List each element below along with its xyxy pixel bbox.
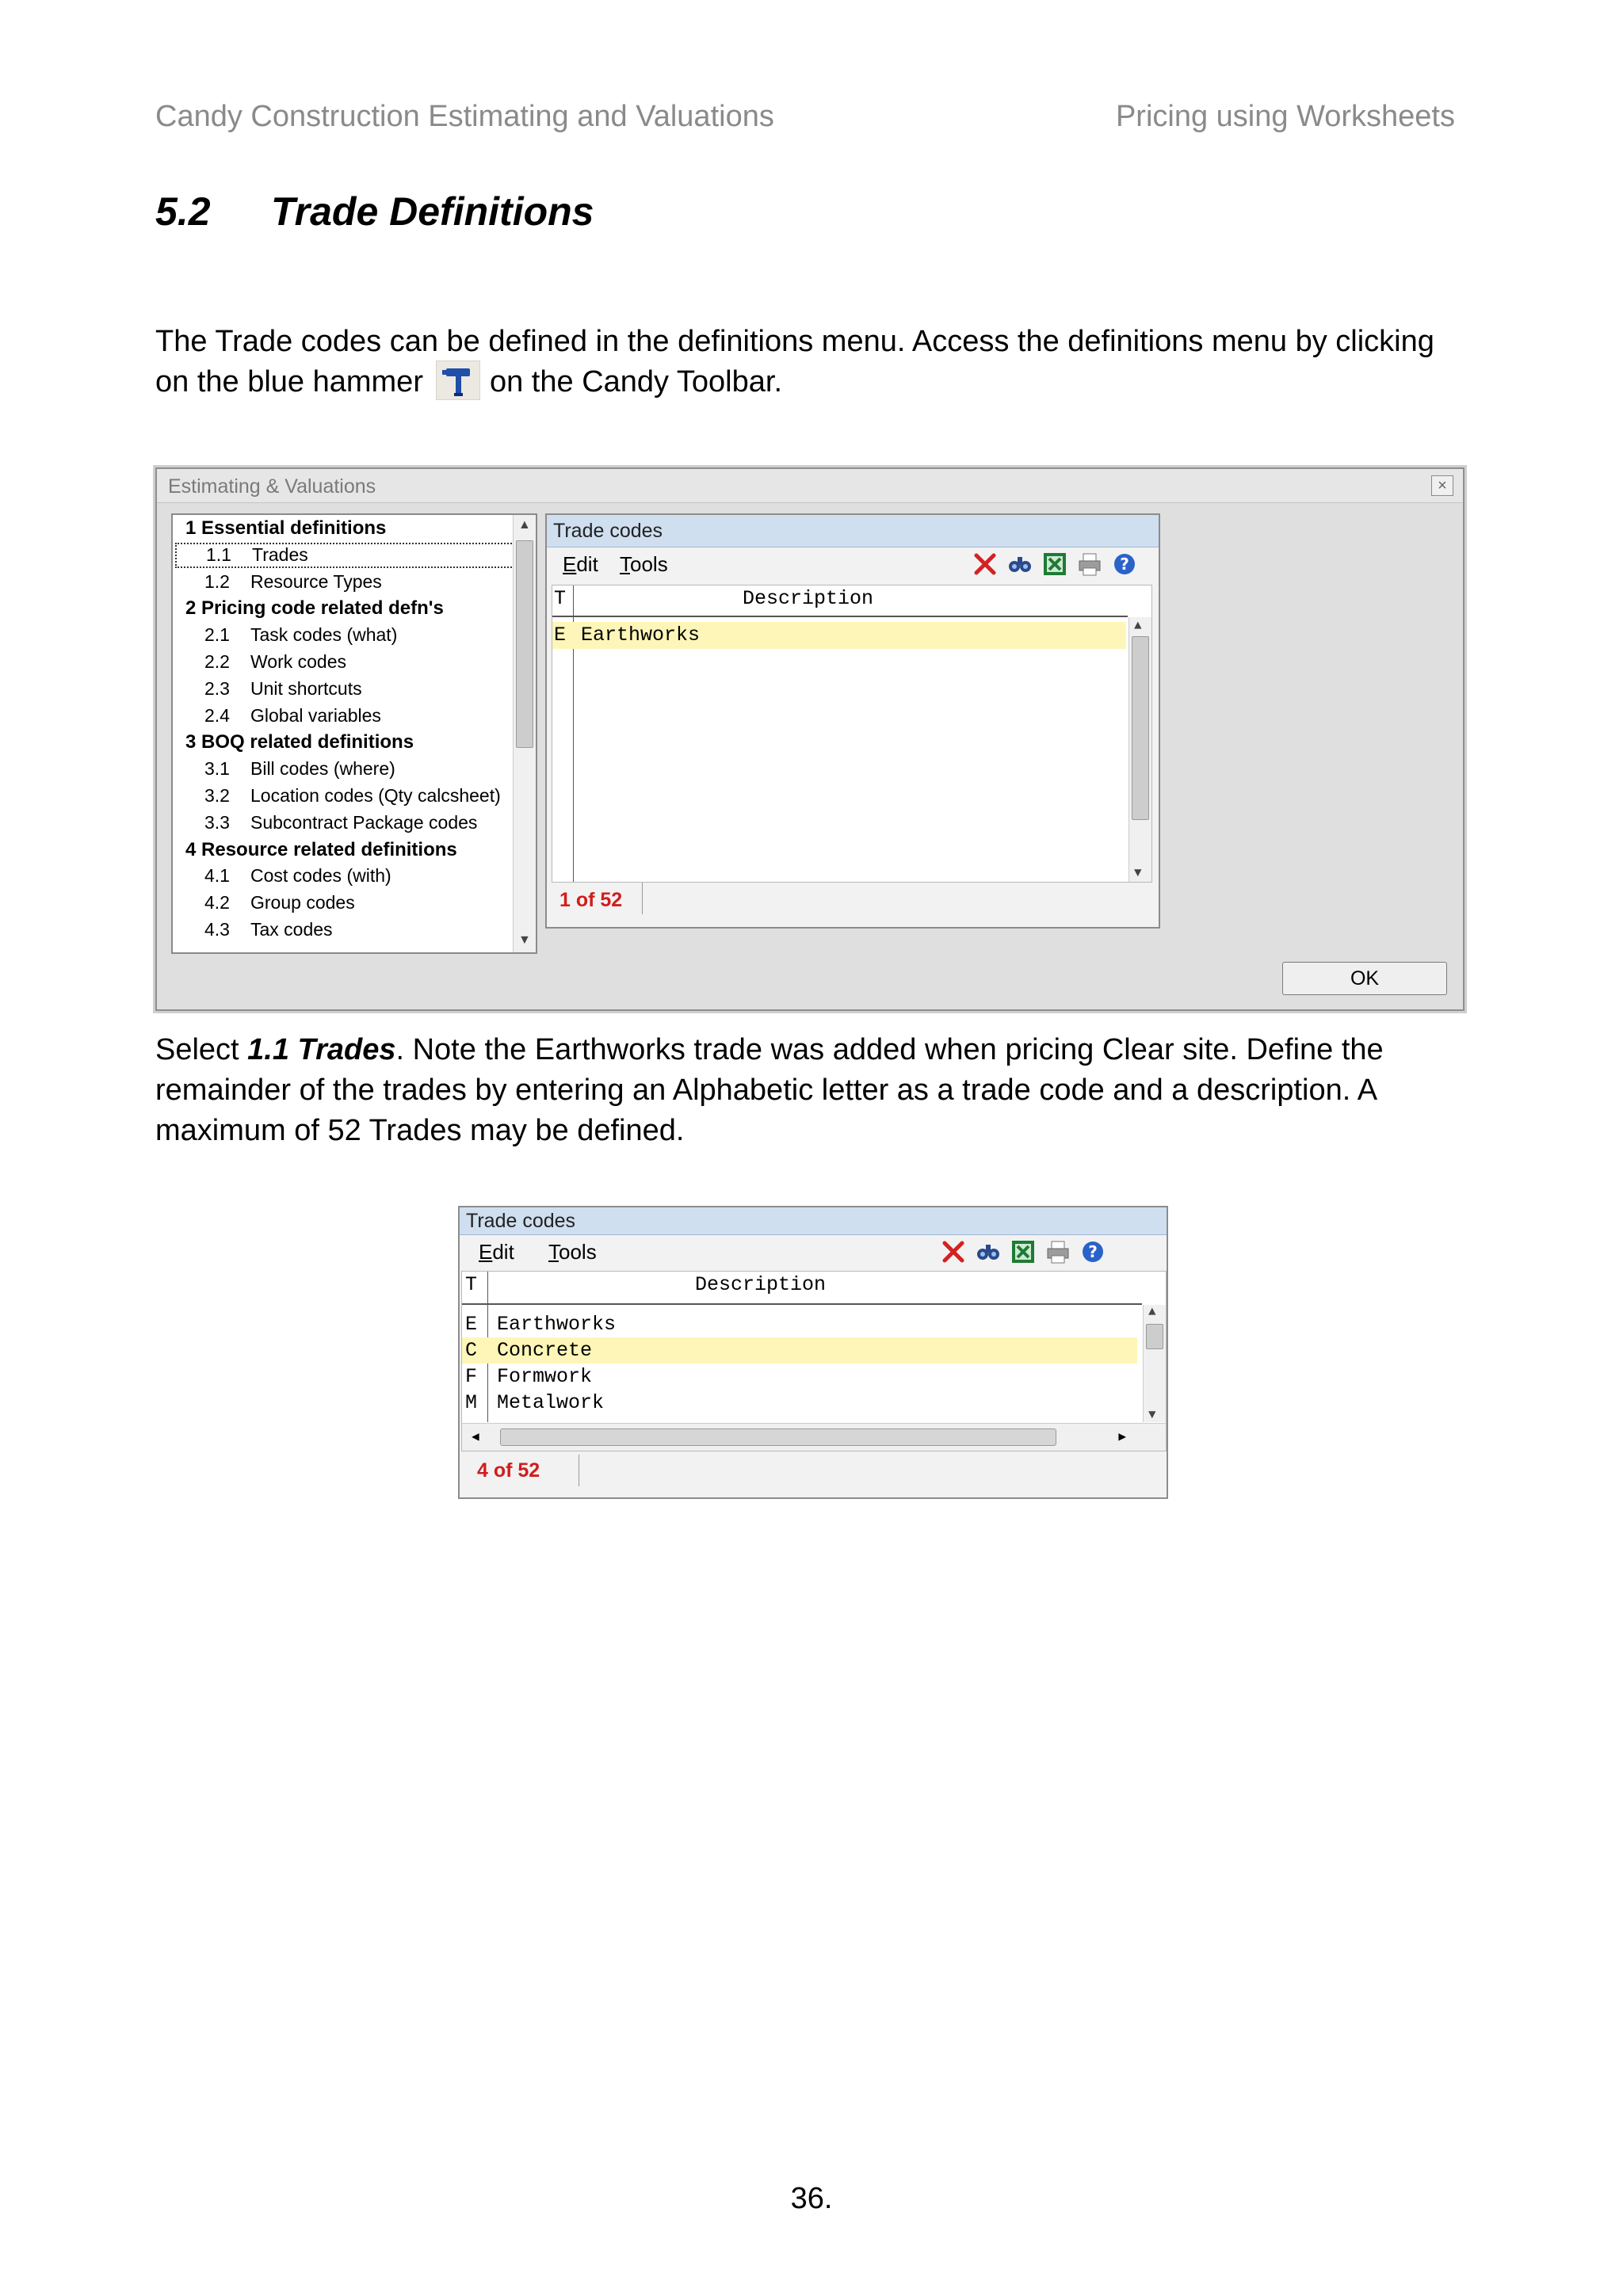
horizontal-scrollbar[interactable] <box>462 1423 1166 1451</box>
trade-description: Formwork <box>497 1365 593 1388</box>
tree-item[interactable] <box>173 756 536 783</box>
scroll-down-icon[interactable]: ▼ <box>1134 866 1142 880</box>
trade-codes-menubar <box>547 547 1159 582</box>
tree-item-number: 2.4 <box>204 704 230 726</box>
help-icon[interactable] <box>1111 551 1138 578</box>
print-icon[interactable] <box>1076 551 1103 578</box>
tree-item-label: Global variables <box>250 704 381 726</box>
help-icon[interactable] <box>1079 1238 1106 1265</box>
grid-scrollbar[interactable] <box>1128 617 1151 882</box>
scroll-left-icon[interactable]: ◀ <box>472 1430 479 1444</box>
trade-codes-panel-2 <box>458 1206 1168 1499</box>
tree-item-label: Trades <box>252 543 308 565</box>
hammer-icon <box>436 360 480 400</box>
tree-item[interactable] <box>173 676 536 703</box>
ok-button[interactable]: OK <box>1282 962 1447 995</box>
tree-item-label: Group codes <box>250 892 355 913</box>
trade-codes-title: Trade codes <box>547 515 1159 547</box>
tree-item[interactable] <box>174 542 521 569</box>
trade-toolbar <box>972 551 1138 578</box>
scroll-up-icon[interactable]: ▲ <box>518 518 531 532</box>
trade-code: C <box>465 1339 478 1362</box>
find-icon[interactable] <box>975 1238 1002 1265</box>
trade-description: Earthworks <box>581 624 701 646</box>
tree-item[interactable] <box>173 863 536 890</box>
scroll-right-icon[interactable]: ▶ <box>1118 1430 1126 1444</box>
grid-scroll-thumb[interactable] <box>1132 636 1149 820</box>
tree-item-number: 2.1 <box>204 624 230 646</box>
tree-item-number: 1.2 <box>204 570 230 592</box>
tree-item-number: 1.1 <box>206 543 231 565</box>
tree-item[interactable] <box>173 890 536 917</box>
tree-item-label: Tax codes <box>250 918 333 940</box>
record-count-2: 4 of 52 <box>477 1459 540 1482</box>
tree-group[interactable]: 1 Essential definitions <box>185 517 387 539</box>
trade-row[interactable] <box>462 1311 1137 1337</box>
tree-item[interactable] <box>173 810 536 837</box>
tree-item[interactable] <box>173 783 536 810</box>
intro-line2-start: on the blue hammer <box>155 365 423 399</box>
trade-code: F <box>465 1365 478 1388</box>
tree-item-number: 2.2 <box>204 650 230 672</box>
menu-edit-2[interactable]: Edit <box>479 1240 514 1264</box>
tree-scrollbar[interactable] <box>513 515 536 952</box>
intro-line2-end: on the Candy Toolbar. <box>489 365 782 399</box>
tree-scroll-thumb[interactable] <box>516 540 533 748</box>
record-count: 1 of 52 <box>559 889 623 911</box>
tree-group[interactable]: 3 BOQ related definitions <box>185 731 414 753</box>
middle-bold: 1.1 Trades <box>247 1033 396 1066</box>
trade-row[interactable] <box>462 1337 1137 1363</box>
dialog-titlebar <box>157 469 1463 503</box>
tree-item[interactable] <box>173 649 536 676</box>
running-header-left: Candy Construction Estimating and Valuations <box>155 100 774 133</box>
tree-group[interactable]: 4 Resource related definitions <box>185 838 457 860</box>
tree-item-number: 3.1 <box>204 758 230 780</box>
middle-text-start: Select <box>155 1033 248 1066</box>
trade-toolbar-2 <box>940 1238 1106 1265</box>
tree-item-number: 4.2 <box>204 892 230 913</box>
menu-tools-2[interactable]: Tools <box>548 1240 597 1264</box>
middle-paragraph <box>155 1030 1471 1151</box>
middle-text-end: . Note the Earthworks trade was added when pricing Clear site. Define the remainder of the trades by entering an Alphabetic letter as a trade code and a description. A maximum of 52 Trades may be defined. <box>155 1033 1384 1147</box>
trade-description: Earthworks <box>497 1313 617 1336</box>
running-header-right: Pricing using Worksheets <box>1115 100 1455 133</box>
trade-code: M <box>465 1391 478 1414</box>
scroll-down-icon[interactable]: ▼ <box>518 933 531 947</box>
column-header-description: Description <box>743 587 874 610</box>
print-icon[interactable] <box>1044 1238 1071 1265</box>
column-header-t: T <box>554 587 567 610</box>
tree-item-label: Resource Types <box>250 570 382 592</box>
section-title: Trade Definitions <box>271 189 594 234</box>
page-number: 36. <box>790 2182 833 2215</box>
trade-codes-menubar-2 <box>460 1235 1167 1270</box>
tree-item-label: Work codes <box>250 650 347 672</box>
trade-codes-panel <box>545 513 1160 929</box>
trade-grid-2 <box>461 1271 1167 1451</box>
svg-text:?: ? <box>1120 555 1129 574</box>
trade-codes-title-2: Trade codes <box>460 1207 1167 1235</box>
dialog-title: Estimating & Valuations <box>168 475 376 498</box>
intro-paragraph <box>155 322 1471 403</box>
tree-item[interactable] <box>173 569 536 596</box>
intro-line1: The Trade codes can be defined in the definitions menu. Access the definitions menu by clicking <box>155 325 1434 358</box>
grid-scrollbar-2[interactable] <box>1143 1305 1166 1422</box>
trade-description: Metalwork <box>497 1391 605 1414</box>
scroll-up-icon[interactable]: ▲ <box>1148 1305 1156 1319</box>
definitions-tree <box>171 513 537 954</box>
column-header-description: Description <box>695 1273 827 1296</box>
tree-item-number: 2.3 <box>204 677 230 699</box>
trade-row[interactable] <box>462 1390 1137 1416</box>
estimating-valuations-dialog <box>155 467 1465 1011</box>
delete-icon[interactable] <box>972 551 999 578</box>
tree-item-number: 3.3 <box>204 811 230 833</box>
column-header-t: T <box>465 1273 478 1296</box>
tree-item-number: 4.3 <box>204 918 230 940</box>
section-heading <box>155 189 594 235</box>
h-scroll-thumb[interactable] <box>500 1428 1056 1446</box>
trade-code: E <box>554 624 567 646</box>
tree-item-label: Unit shortcuts <box>250 677 362 699</box>
tree-item[interactable] <box>173 703 536 730</box>
grid-scroll-thumb-2[interactable] <box>1146 1324 1163 1349</box>
tree-group[interactable]: 2 Pricing code related defn's <box>185 597 444 620</box>
tree-item-label: Task codes (what) <box>250 624 398 646</box>
scroll-down-icon[interactable]: ▼ <box>1148 1408 1156 1422</box>
tree-item-label: Cost codes (with) <box>250 865 391 887</box>
trade-row[interactable] <box>552 622 1126 649</box>
excel-export-icon[interactable] <box>1010 1238 1037 1265</box>
tree-item-number: 4.1 <box>204 865 230 887</box>
trade-description: Concrete <box>497 1339 593 1362</box>
tree-item-label: Bill codes (where) <box>250 758 395 780</box>
find-icon[interactable] <box>1006 551 1033 578</box>
close-icon[interactable]: × <box>1431 475 1453 496</box>
excel-export-icon[interactable] <box>1041 551 1068 578</box>
tree-item[interactable] <box>173 622 536 649</box>
delete-icon[interactable] <box>940 1238 967 1265</box>
tree-item[interactable] <box>173 917 536 944</box>
trade-row[interactable] <box>462 1363 1137 1390</box>
menu-tools[interactable]: Tools <box>620 552 668 576</box>
scroll-up-icon[interactable]: ▲ <box>1134 619 1142 633</box>
menu-edit[interactable]: Edit <box>563 552 598 576</box>
tree-item-label: Location codes (Qty calcsheet) <box>250 784 501 806</box>
tree-item-number: 3.2 <box>204 784 230 806</box>
tree-item-label: Subcontract Package codes <box>250 811 478 833</box>
trade-grid <box>552 585 1152 883</box>
section-number: 5.2 <box>155 189 211 234</box>
trade-code: E <box>465 1313 478 1336</box>
tree-rows <box>173 515 536 944</box>
svg-text:?: ? <box>1088 1242 1098 1261</box>
